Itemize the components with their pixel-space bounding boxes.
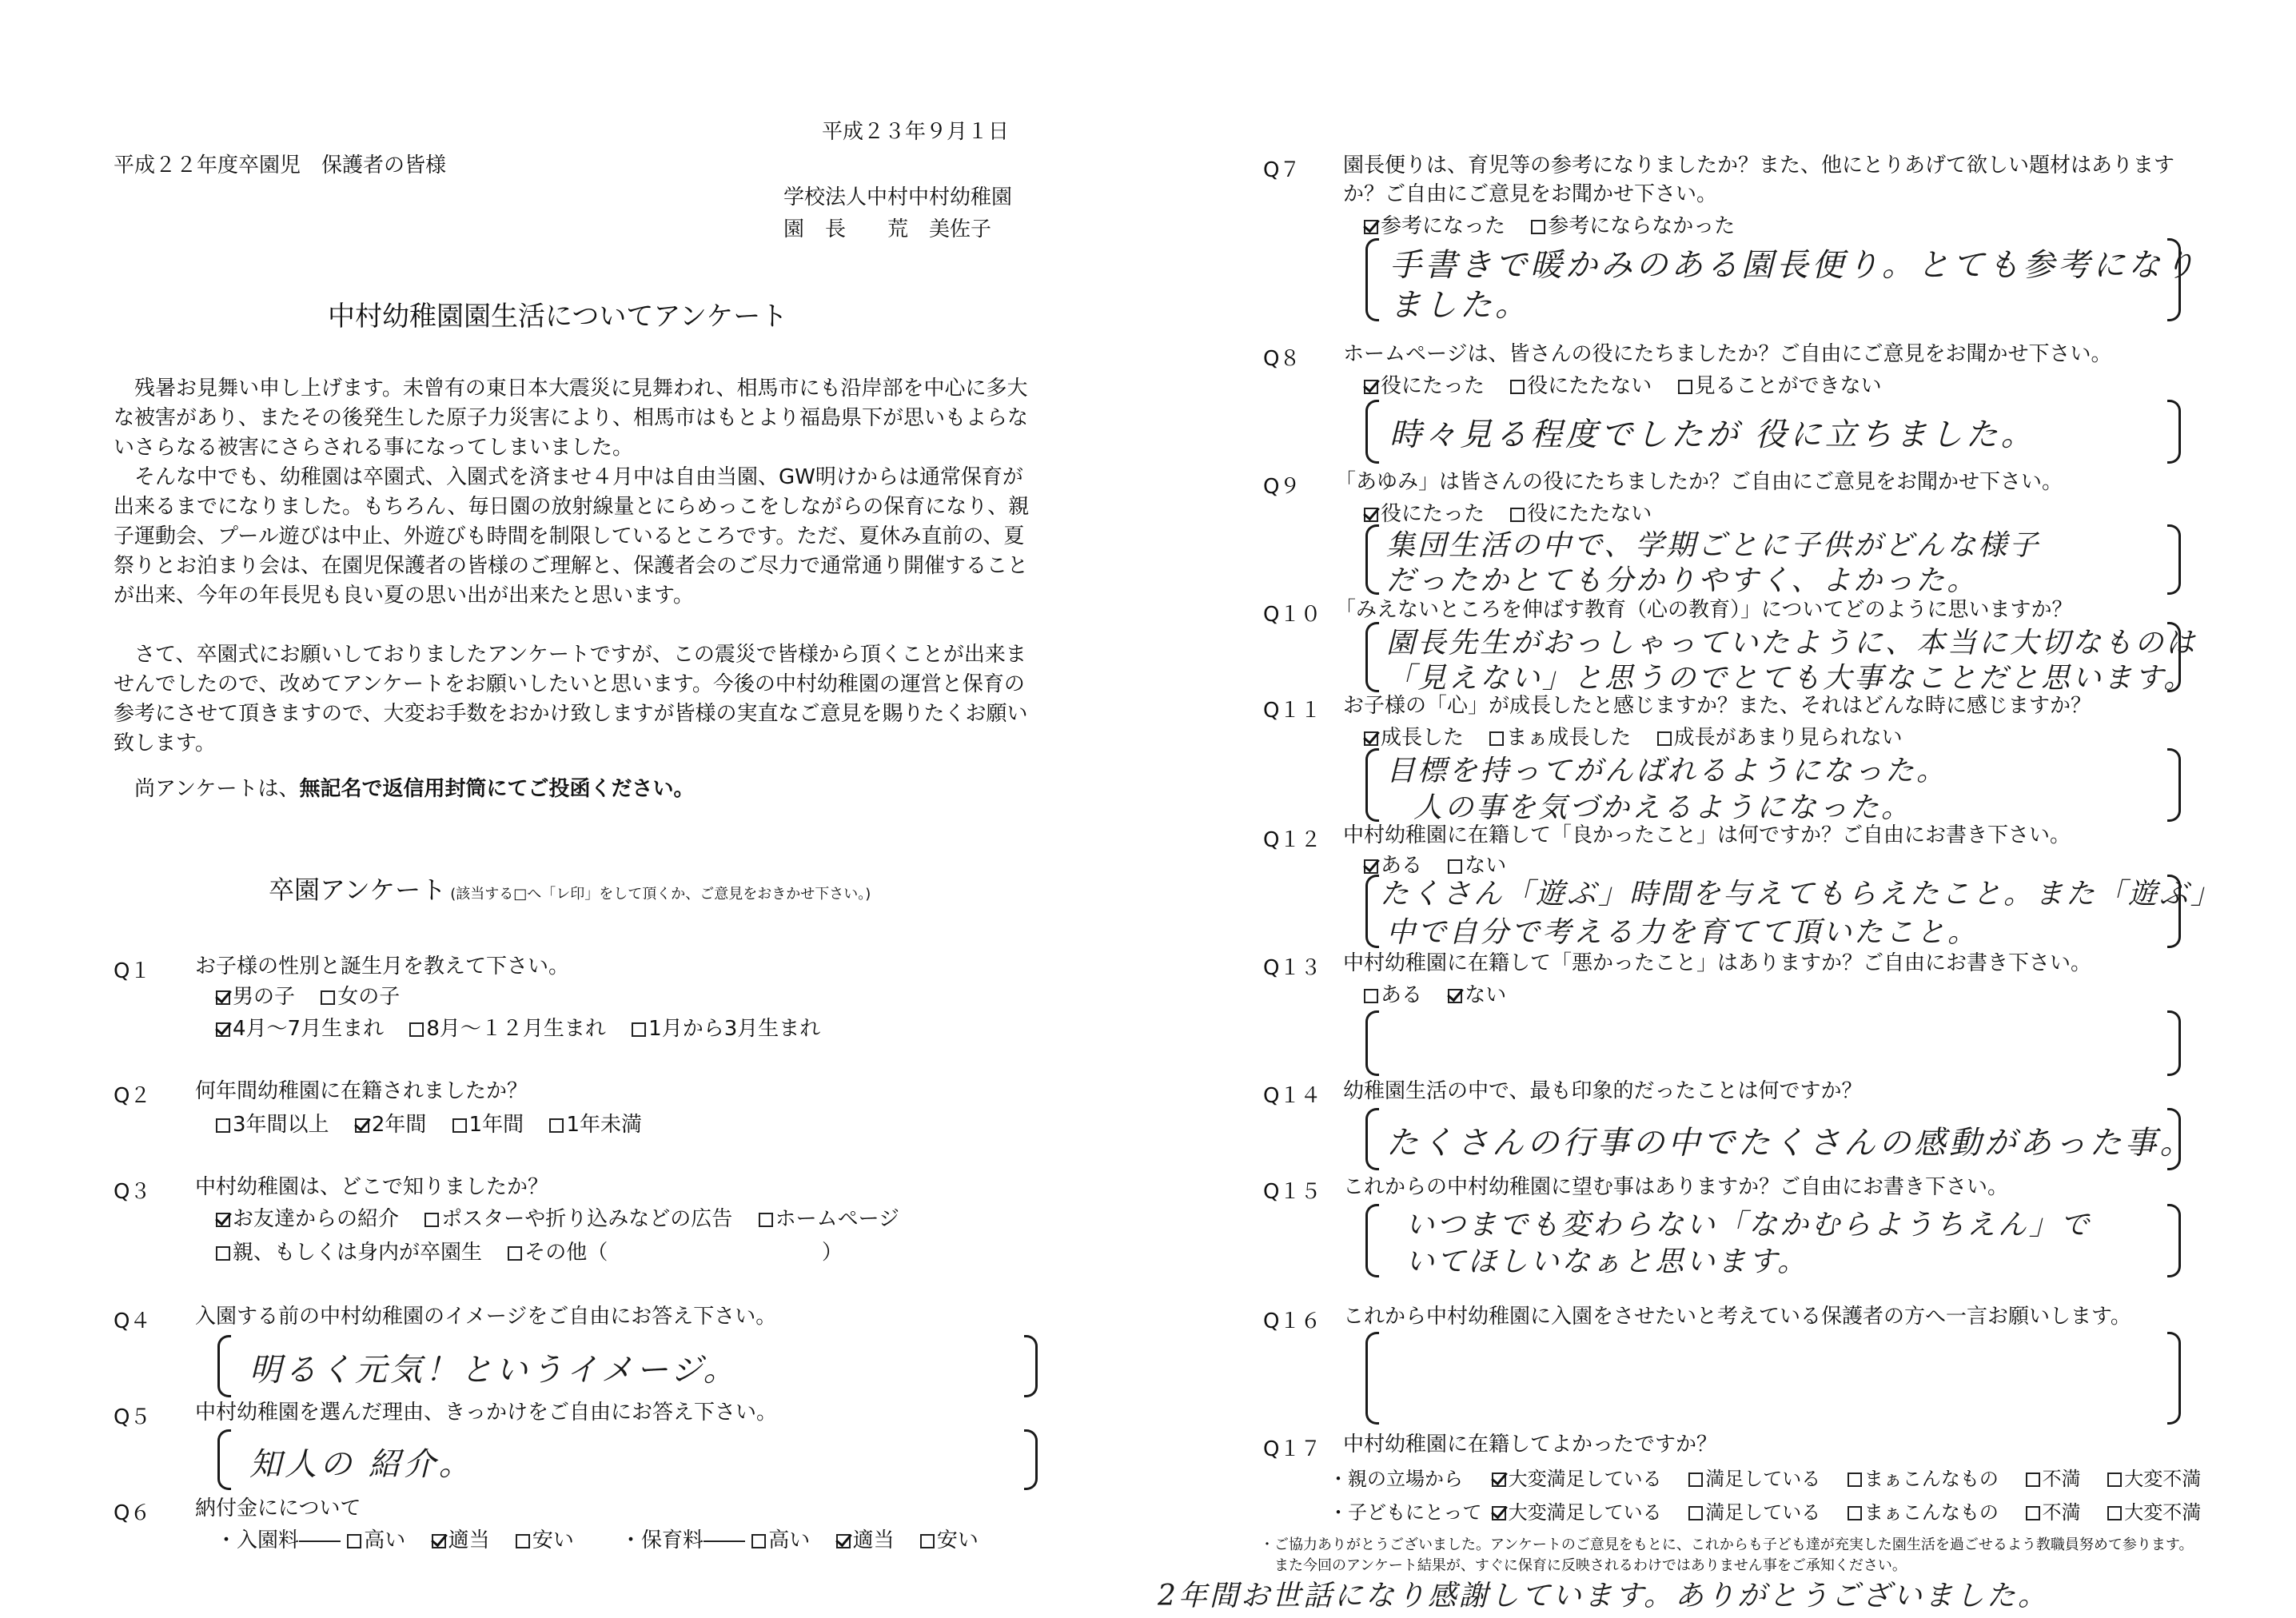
checkbox[interactable] xyxy=(508,1246,522,1261)
checkbox[interactable] xyxy=(2026,1473,2040,1487)
q3-options-row2 xyxy=(216,1241,627,1265)
q3-option-family[interactable]: 親、もしくは身内が卒園生 xyxy=(216,1241,482,1265)
notice xyxy=(134,777,694,802)
bracket-left xyxy=(1365,622,1379,692)
intro-paragraph-2: そんな中でも、幼稚園は卒園式、入園式を済ませ４月中は自由当園、GW明けからは通常保育が出来るまでになりました。もちろん、毎日園の放射線量とにらめっこをしながらの保育になり、親子運動会、プール遊びは中止、外遊びも時間を制限しているところです。ただ、夏休み直前の、夏祭りとお泊まり会は、在園児保護者の皆様のご理解と、保護者会のご尽力で通常通り開催することが出来、今年の年長児も良い夏の思い出が出来たと思います。 xyxy=(114,465,1030,608)
bracket-right xyxy=(2167,1204,2181,1277)
q10-answer-box[interactable] xyxy=(1365,622,2198,695)
q4-answer-box[interactable] xyxy=(217,1335,1038,1397)
checkbox[interactable] xyxy=(1688,1473,1703,1487)
q7-text-line2: か？ご自由にご意見をお聞かせ下さい。 xyxy=(1343,182,1718,206)
q12-option-no[interactable]: ない xyxy=(1448,854,1506,878)
bracket-right xyxy=(2167,524,2181,595)
checkbox[interactable] xyxy=(549,1118,564,1133)
q5-answer: 知人の 紹介。 xyxy=(249,1446,474,1483)
q1-option-girl[interactable]: 女の子 xyxy=(321,985,400,1009)
q17-row-parent xyxy=(1329,1463,2201,1491)
checkbox-checked[interactable] xyxy=(216,1213,230,1227)
q11-answer-line2: 人の事を気づかえるようになった。 xyxy=(1413,791,1913,824)
survey-instructions: (該当する□へ「レ印」をして頂くか、ご意見をおきかせ下さい。) xyxy=(450,886,871,903)
checkbox[interactable] xyxy=(216,1118,230,1133)
bracket-left xyxy=(1365,1010,1379,1076)
bracket-right xyxy=(2167,400,2181,464)
q17-text: 中村幼稚園に在籍してよかったですか？ xyxy=(1343,1433,1718,1457)
notice-prefix: 尚アンケートは、 xyxy=(134,777,300,801)
q11-answer-line1: 目標を持ってがんばれるようになった。 xyxy=(1386,755,1948,787)
q15-answer-line2: いてほしいなぁと思います。 xyxy=(1405,1245,1809,1278)
checkbox-checked[interactable] xyxy=(1364,859,1378,874)
q2-option-2years[interactable]: 2年間 xyxy=(355,1113,427,1137)
q17-parent-dissatisfied[interactable]: 不満 xyxy=(2026,1468,2081,1490)
q9-number: Q９ xyxy=(1263,475,1301,499)
footer-note-1: ・ご協力ありがとうございました。アンケートのご意見をもとに、これからも子ども達が充実した園生活を過ごせるよう教職員努めて参ります。 xyxy=(1260,1536,2194,1553)
q1-option-aug-dec[interactable]: 8月～１２月生まれ xyxy=(409,1017,606,1041)
checkbox-checked[interactable] xyxy=(216,1022,230,1037)
q15-answer-line1: いつまでも変わらない「なかむらようちえん」で xyxy=(1405,1209,2092,1241)
q13-options xyxy=(1364,983,1525,1008)
q3-option-homepage[interactable]: ホームページ xyxy=(759,1207,899,1231)
q7-text-line1: 園長便りは、育児等の参考になりましたか？また、他にとりあげて欲しい題材はあります xyxy=(1343,153,2175,177)
q14-text: 幼稚園生活の中で、最も印象的だったことは何ですか？ xyxy=(1343,1079,1863,1103)
q12-option-yes[interactable]: ある xyxy=(1364,854,1422,878)
q17-parent-label: ・親の立場から xyxy=(1329,1468,1463,1490)
q12-answer-line2: 中で自分で考える力を育てて頂いたこと。 xyxy=(1386,916,1979,949)
bracket-left xyxy=(1365,875,1379,948)
checkbox[interactable] xyxy=(516,1534,530,1548)
q1-options-row1 xyxy=(216,985,419,1010)
q1-number: Q１ xyxy=(114,959,151,983)
q12-answer-box[interactable] xyxy=(1365,875,2222,949)
q13-option-yes[interactable]: ある xyxy=(1364,983,1422,1007)
checkbox-checked[interactable] xyxy=(1492,1506,1506,1520)
q12-answer-line1: たくさん「遊ぶ」時間を与えてもらえたこと。また「遊ぶ」 xyxy=(1380,878,2222,911)
checkbox[interactable] xyxy=(632,1022,646,1037)
q6-tuition-low[interactable]: 安い xyxy=(920,1528,979,1552)
q13-option-no[interactable]: ない xyxy=(1448,983,1506,1007)
q6-tuition-fee-label: ・保育料―― xyxy=(620,1528,746,1552)
q2-option-under1[interactable]: 1年未満 xyxy=(549,1113,642,1137)
q3-option-other[interactable]: その他（ xyxy=(508,1241,608,1265)
checkbox[interactable] xyxy=(1657,731,1672,746)
q9-option-not-useful[interactable]: 役にたたない xyxy=(1510,502,1652,526)
q6-entrance-fee-label: ・入園料―― xyxy=(216,1528,341,1552)
q17-number: Q１７ xyxy=(1263,1437,1321,1461)
q15-text: これからの中村幼稚園に望む事はありますか？ご自由にお書き下さい。 xyxy=(1343,1175,2009,1199)
q6-entrance-fair[interactable]: 適当 xyxy=(432,1528,490,1552)
bracket-right xyxy=(2167,748,2181,822)
survey-title: 卒園アンケート xyxy=(269,875,447,905)
q1-option-boy[interactable]: 男の子 xyxy=(216,985,295,1009)
q7-option-helpful[interactable]: 参考になった xyxy=(1364,214,1505,238)
q13-number: Q１３ xyxy=(1263,956,1321,980)
q12-text: 中村幼稚園に在籍して「良かったこと」は何ですか？ご自由にお書き下さい。 xyxy=(1343,823,2071,847)
q11-text: お子様の「心」が成長したと感じますか？また、それはどんな時に感じますか？ xyxy=(1343,694,2092,718)
checkbox[interactable] xyxy=(1510,508,1525,522)
intro-paragraph-3: さて、卒園式にお願いしておりましたアンケートですが、この震災で皆様から頂くことが出来ませんでしたので、改めてアンケートをお願いしたいと思います。今後の中村幼稚園の運営と保育の参考にさせて頂きますので、大変お手数をおかけ致しますが皆様の実直なご意見を賜りたくお願い致します。 xyxy=(114,643,1028,755)
q16-answer-box[interactable] xyxy=(1365,1332,2181,1425)
q7-option-not-helpful[interactable]: 参考にならなかった xyxy=(1531,214,1735,238)
q6-entrance-high[interactable]: 高い xyxy=(347,1528,405,1552)
footer-note-2: また今回のアンケート結果が、すぐに保育に反映されるわけではありません事をご承知ください。 xyxy=(1274,1557,1907,1574)
q4-number: Q４ xyxy=(114,1309,151,1333)
q17-row-child xyxy=(1329,1496,2201,1524)
notice-bold: 無記名で返信用封筒にてご投函ください。 xyxy=(299,777,695,801)
q17-parent-satisfied[interactable]: 満足している xyxy=(1688,1468,1820,1490)
q8-answer-box[interactable] xyxy=(1365,400,2181,464)
q11-option-grew[interactable]: 成長した xyxy=(1364,726,1464,750)
q10-answer-line2: 「見えない」と思うのでとても大事なことだと思います。 xyxy=(1386,662,2195,695)
checkbox[interactable] xyxy=(1489,731,1504,746)
checkbox-checked[interactable] xyxy=(216,990,230,1005)
q8-answer: 時々見る程度でしたが 役に立ちました。 xyxy=(1389,416,2036,453)
q11-answer-box[interactable] xyxy=(1365,748,2181,822)
q14-answer: たくさんの行事の中でたくさんの感動があった事。 xyxy=(1386,1125,2195,1162)
checkbox-checked[interactable] xyxy=(1364,380,1378,394)
bracket-right xyxy=(1024,1335,1038,1397)
checkbox[interactable] xyxy=(425,1213,439,1227)
checkbox-checked[interactable] xyxy=(836,1534,851,1548)
q9-option-useful[interactable]: 役にたった xyxy=(1364,502,1485,526)
q6-entrance-low[interactable]: 安い xyxy=(516,1528,574,1552)
q7-answer-line2: ました。 xyxy=(1389,287,1530,324)
intro-paragraph-1: 残暑お見舞い申し上げます。未曾有の東日本大震災に見舞われ、相馬市にも沿岸部を中心に多大な被害があり、またその後発生した原子力災害により、相馬市はもとより福島県下が思いもよらないさらなる被害にさらされる事になってしまいました。 xyxy=(114,377,1029,460)
q14-number: Q１４ xyxy=(1263,1084,1321,1108)
q3-other-close: ） xyxy=(822,1241,843,1265)
bracket-left xyxy=(217,1429,231,1490)
q3-option-friend[interactable]: お友達からの紹介 xyxy=(216,1207,399,1231)
checkbox[interactable] xyxy=(321,990,335,1005)
q1-option-jan-mar[interactable]: 1月から3月生まれ xyxy=(632,1017,820,1041)
q17-child-very-satisfied[interactable]: 大変満足している xyxy=(1492,1501,1662,1524)
q7-number: Q７ xyxy=(1263,158,1301,182)
checkbox[interactable] xyxy=(1364,989,1378,1003)
q8-options xyxy=(1364,374,1901,399)
q3-options-row1 xyxy=(216,1207,919,1232)
q9-answer-box[interactable] xyxy=(1365,524,2181,595)
q1-text: お子様の性別と誕生月を教えて下さい。 xyxy=(195,954,570,978)
q13-answer-box[interactable] xyxy=(1365,1010,2181,1076)
checkbox[interactable] xyxy=(1688,1506,1703,1520)
checkbox[interactable] xyxy=(2107,1506,2122,1520)
bracket-left xyxy=(1365,1332,1379,1425)
q2-option-3years[interactable]: 3年間以上 xyxy=(216,1113,329,1137)
bracket-left xyxy=(1365,524,1379,595)
checkbox[interactable] xyxy=(751,1534,766,1548)
q5-number: Q５ xyxy=(114,1405,151,1429)
q9-text: 「あゆみ」は皆さんの役にたちましたか？ご自由にご意見をお聞かせ下さい。 xyxy=(1335,470,2063,494)
q8-option-not-useful[interactable]: 役にたたない xyxy=(1510,374,1652,398)
q10-text: 「みえないところを伸ばす教育（心の教育）」についてどのように思いますか？ xyxy=(1335,598,2073,622)
q17-parent-very-dissatisfied[interactable]: 大変不満 xyxy=(2107,1468,2201,1490)
q7-answer-line1: 手書きで暖かみのある園長便り。とても参考になり xyxy=(1389,247,2198,284)
page-title: 中村幼稚園園生活についてアンケート xyxy=(328,301,788,333)
checkbox[interactable] xyxy=(216,1246,230,1261)
q9-answer-line1: 集団生活の中で、学期ごとに子供がどんな様子 xyxy=(1386,529,2041,562)
bracket-left xyxy=(1365,238,1379,321)
checkbox[interactable] xyxy=(452,1118,467,1133)
checkbox[interactable] xyxy=(409,1022,424,1037)
q8-number: Q８ xyxy=(1263,347,1301,371)
q11-number: Q１１ xyxy=(1263,699,1321,723)
q2-number: Q２ xyxy=(114,1084,151,1108)
q16-text: これから中村幼稚園に入園をさせたいと考えている保護者の方へ一言お願いします。 xyxy=(1343,1305,2131,1329)
bracket-left xyxy=(1365,400,1379,464)
bracket-left xyxy=(1365,1108,1379,1170)
q6-tuition-high[interactable]: 高い xyxy=(751,1528,810,1552)
bracket-left xyxy=(1365,1204,1379,1277)
checkbox-checked[interactable] xyxy=(355,1118,369,1133)
q5-text: 中村幼稚園を選んだ理由、きっかけをご自由にお答え下さい。 xyxy=(195,1401,778,1425)
checkbox[interactable] xyxy=(2107,1473,2122,1487)
checkbox[interactable] xyxy=(1678,380,1692,394)
q17-parent-very-satisfied[interactable]: 大変満足している xyxy=(1492,1468,1662,1490)
q14-answer-box[interactable] xyxy=(1365,1108,2195,1170)
q2-option-1year[interactable]: 1年間 xyxy=(452,1113,524,1137)
q12-number: Q１２ xyxy=(1263,828,1321,852)
q10-answer-line1: 園長先生がおっしゃっていたように、本当に大切なものは xyxy=(1386,627,2198,660)
checkbox[interactable] xyxy=(2026,1506,2040,1520)
checkbox[interactable] xyxy=(920,1534,935,1548)
q13-text: 中村幼稚園に在籍して「悪かったこと」はありますか？ご自由にお書き下さい。 xyxy=(1343,951,2092,975)
checkbox[interactable] xyxy=(347,1534,361,1548)
checkbox[interactable] xyxy=(1848,1506,1862,1520)
bracket-right xyxy=(2167,1332,2181,1425)
checkbox[interactable] xyxy=(759,1213,773,1227)
school-name: 学校法人中村中村幼稚園 xyxy=(783,185,1013,209)
checkbox-checked[interactable] xyxy=(1364,508,1378,522)
q11-option-little[interactable]: 成長があまり見られない xyxy=(1657,726,1903,750)
checkbox-checked[interactable] xyxy=(1492,1473,1506,1487)
q11-options xyxy=(1364,726,1922,751)
checkbox-checked[interactable] xyxy=(432,1534,446,1548)
q6-number: Q６ xyxy=(114,1501,151,1525)
q5-answer-box[interactable] xyxy=(217,1429,1038,1490)
q4-answer: 明るく元気！というイメージ。 xyxy=(249,1352,739,1389)
checkbox-checked[interactable] xyxy=(1364,220,1378,234)
checkbox-checked[interactable] xyxy=(1448,989,1462,1003)
q3-number: Q３ xyxy=(114,1180,151,1204)
footer-handwritten-message: 2年間お世話になり感謝しています。ありがとうございました。 xyxy=(1158,1580,2050,1612)
survey-heading xyxy=(269,870,871,907)
q6-tuition-fair[interactable]: 適当 xyxy=(836,1528,895,1552)
date: 平成２３年９月１日 xyxy=(822,120,1010,144)
q1-options-row2 xyxy=(216,1017,839,1042)
q8-option-cannot-view[interactable]: 見ることができない xyxy=(1678,374,1882,398)
checkbox-checked[interactable] xyxy=(1364,731,1378,746)
q2-options xyxy=(216,1113,661,1138)
q6-tuition-fee xyxy=(620,1528,998,1553)
q4-text: 入園する前の中村幼稚園のイメージをご自由にお答え下さい。 xyxy=(195,1305,777,1329)
q17-child-dissatisfied[interactable]: 不満 xyxy=(2026,1501,2081,1524)
q7-answer-box[interactable] xyxy=(1365,238,2198,324)
q6-text: 納付金にについて xyxy=(195,1496,361,1520)
q6-entrance-fee xyxy=(216,1528,593,1553)
q8-text: ホームページは、皆さんの役にたちましたか？ご自由にご意見をお聞かせ下さい。 xyxy=(1343,342,2112,366)
q10-number: Q１０ xyxy=(1263,603,1321,627)
q3-text: 中村幼稚園は、どこで知りましたか？ xyxy=(195,1175,549,1199)
bracket-left xyxy=(1365,748,1379,822)
q7-options xyxy=(1364,214,1754,239)
bracket-left xyxy=(217,1335,231,1397)
q1-option-apr-jul[interactable]: 4月～7月生まれ xyxy=(216,1017,384,1041)
q17-child-satisfied[interactable]: 満足している xyxy=(1688,1501,1820,1524)
checkbox[interactable] xyxy=(1531,220,1545,234)
q2-text: 何年間幼稚園に在籍されましたか？ xyxy=(195,1079,528,1103)
q11-option-somewhat[interactable]: まぁ成長した xyxy=(1489,726,1631,750)
q16-number: Q１６ xyxy=(1263,1309,1321,1333)
q15-answer-box[interactable] xyxy=(1365,1204,2181,1277)
q15-number: Q１５ xyxy=(1263,1180,1321,1204)
q17-child-very-dissatisfied[interactable]: 大変不満 xyxy=(2107,1501,2201,1524)
q3-option-poster[interactable]: ポスターや折り込みなどの広告 xyxy=(425,1207,732,1231)
q8-option-useful[interactable]: 役にたった xyxy=(1364,374,1485,398)
bracket-right xyxy=(2167,1010,2181,1076)
principal-name: 園 長 荒 美佐子 xyxy=(783,217,992,241)
addressee: 平成２２年度卒園児 保護者の皆様 xyxy=(114,153,447,177)
bracket-right xyxy=(1024,1429,1038,1490)
q9-answer-line2: だったかとても分かりやすく、よかった。 xyxy=(1386,564,1979,597)
checkbox[interactable] xyxy=(1510,380,1525,394)
q17-parent-so-so[interactable]: まぁこんなもの xyxy=(1848,1468,1999,1490)
q17-child-label: ・子どもにとって xyxy=(1329,1501,1482,1524)
checkbox[interactable] xyxy=(1848,1473,1862,1487)
q17-child-so-so[interactable]: まぁこんなもの xyxy=(1848,1501,1999,1524)
